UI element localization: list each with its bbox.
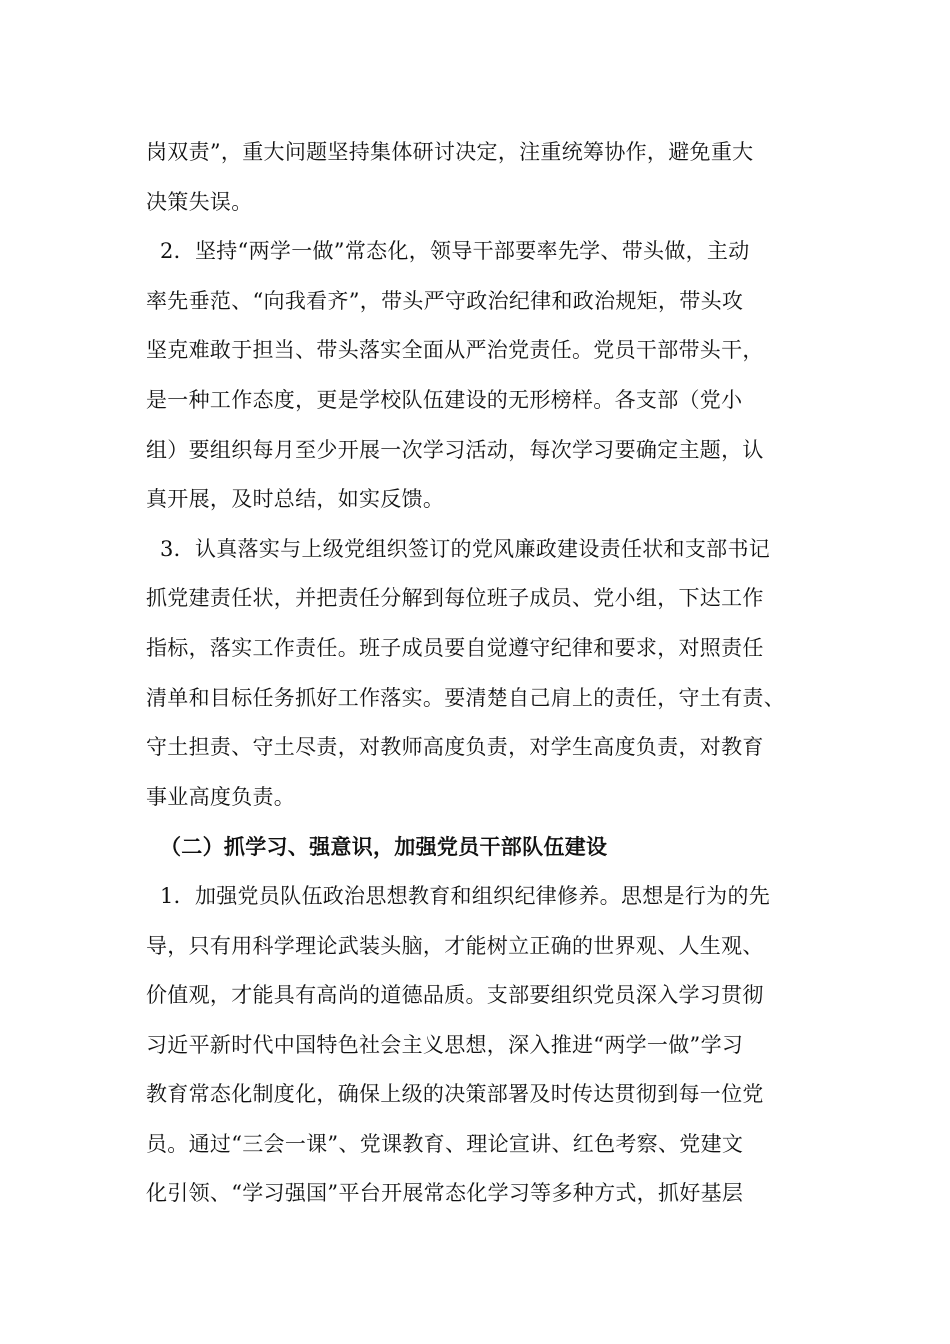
section-heading: （二）抓学习、强意识，加强党员干部队伍建设 [160,834,608,860]
text-line: 导，只有用科学理论武装头脑，才能树立正确的世界观、人生观、 [146,933,764,958]
text-line: 指标，落实工作责任。班子成员要自觉遵守纪律和要求，对照责任 [146,635,764,660]
text-line: 事业高度负责。 [146,784,296,809]
text-line: 员。通过“三会一课”、党课教育、理论宣讲、红色考察、党建文 [146,1131,744,1156]
text-line: 决策失误。 [146,189,253,214]
document-body [146,128,836,1219]
numbered-paragraph-start: 2．坚持“两学一做”常态化，领导干部要率先学、带头做，主动 [160,239,750,264]
text-line: 守土担责、守土尽责，对教师高度负责，对学生高度负责，对教育 [146,735,764,760]
text-line: 岗双责”，重大问题坚持集体研讨决定，注重统筹协作，避免重大 [146,140,754,164]
text-line: 化引领、“学习强国”平台开展常态化学习等多种方式，抓好基层 [146,1181,744,1206]
text-line: 教育常态化制度化，确保上级的决策部署及时传达贯彻到每一位党 [146,1082,764,1107]
text-line: 真开展，及时总结，如实反馈。 [146,487,445,512]
numbered-paragraph-start: 1．加强党员队伍政治思想教育和组织纪律修养。思想是行为的先 [160,883,771,908]
text-line: 习近平新时代中国特色社会主义思想，深入推进“两学一做”学习 [146,1032,744,1057]
text-line: 是一种工作态度，更是学校队伍建设的无形榜样。各支部（党小 [146,387,743,412]
text-line: 价值观，才能具有高尚的道德品质。支部要组织党员深入学习贯彻 [146,983,764,1008]
text-line: 抓党建责任状，并把责任分解到每位班子成员、党小组，下达工作 [146,586,764,611]
text-line: 率先垂范、“向我看齐”，带头严守政治纪律和政治规矩，带头攻 [146,288,744,313]
numbered-paragraph-start: 3．认真落实与上级党组织签订的党风廉政建设责任状和支部书记 [160,536,771,561]
text-line: 坚克难敢于担当、带头落实全面从严治党责任。党员干部带头干， [146,338,764,363]
text-line: 清单和目标任务抓好工作落实。要清楚自己肩上的责任，守土有责、 [146,685,785,710]
text-line: 组）要组织每月至少开展一次学习活动，每次学习要确定主题，认 [146,437,764,462]
